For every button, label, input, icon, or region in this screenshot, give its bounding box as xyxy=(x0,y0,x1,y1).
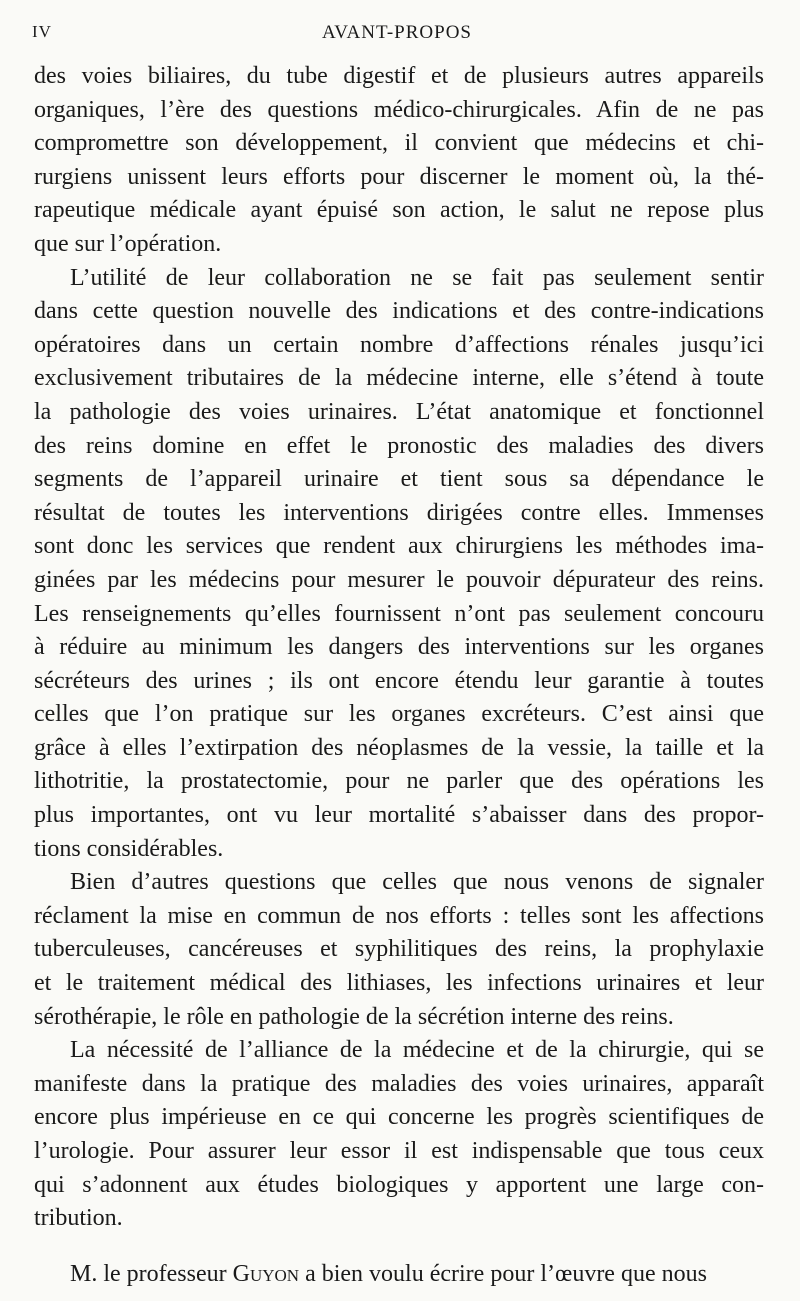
text-line: l’urologie. Pour assurer leur essor il est indispensable que tous ceux xyxy=(34,1138,764,1164)
text-line: des reins domine en effet le pronostic des maladies des divers xyxy=(34,432,764,459)
closing-text-after: a bien voulu écrire pour l’œuvre que nous xyxy=(299,1260,707,1287)
text-line: rapeutique médicale ayant épuisé son action, le salut ne repose plus xyxy=(34,197,764,224)
text-line: plus importantes, ont vu leur mortalité s’abaisser dans des propor- xyxy=(34,802,764,829)
text-line: réclament la mise en commun de nos efforts : telles sont les affections xyxy=(34,902,764,929)
body-text xyxy=(34,60,764,1291)
text-line: tribution. xyxy=(34,1205,123,1232)
text-line: tions considérables. xyxy=(34,835,224,862)
author-name: Guyon xyxy=(232,1260,300,1287)
text-line: résultat de toutes les interventions dirigées contre elles. Immenses xyxy=(34,499,764,526)
text-line: ginées par les médecins pour mesurer le pouvoir dépurateur des reins. xyxy=(34,566,764,593)
section-gap xyxy=(34,1236,764,1258)
text-line: dans cette question nouvelle des indications et des contre-indications xyxy=(34,298,764,325)
text-line: sécréteurs des urines ; ils ont encore étendu leur garantie à toutes xyxy=(34,667,764,694)
text-line: des voies biliaires, du tube digestif et de plusieurs autres appareils xyxy=(34,63,764,89)
paragraph xyxy=(34,1034,764,1236)
paragraph xyxy=(34,262,764,867)
paragraph xyxy=(34,60,764,262)
text-line: tuberculeuses, cancéreuses et syphilitiques des reins, la prophylaxie xyxy=(34,936,764,963)
text-line: à réduire au minimum les dangers des interventions sur les organes xyxy=(34,634,764,661)
paragraph xyxy=(34,866,764,1034)
text-line: que sur l’opération. xyxy=(34,230,222,257)
text-line: sont donc les services que rendent aux chirurgiens les méthodes ima- xyxy=(34,533,764,560)
text-line: celles que l’on pratique sur les organes excréteurs. C’est ainsi que xyxy=(34,701,764,728)
running-head: AVANT-PROPOS xyxy=(322,22,472,43)
page-header xyxy=(32,22,762,52)
text-line: segments de l’appareil urinaire et tient sous sa dépendance le xyxy=(34,466,764,493)
text-line: Les renseignements qu’elles fournissent n’ont pas seulement concouru xyxy=(34,600,764,627)
text-line: compromettre son développement, il convient que médecins et chi- xyxy=(34,130,764,157)
text-line: la pathologie des voies urinaires. L’état anatomique et fonctionnel xyxy=(34,398,764,425)
text-line: opératoires dans un certain nombre d’affections rénales jusqu’ici xyxy=(34,331,764,358)
text-line: La nécessité de l’alliance de la médecine et de la chirurgie, qui se xyxy=(70,1037,764,1064)
text-line: qui s’adonnent aux études biologiques y apportent une large con- xyxy=(34,1171,764,1198)
text-line: Bien d’autres questions que celles que nous venons de signaler xyxy=(70,869,764,896)
text-line: encore plus impérieuse en ce qui concerne les progrès scientifiques de xyxy=(34,1104,764,1131)
text-line: L’utilité de leur collaboration ne se fait pas seulement sentir xyxy=(70,264,764,291)
text-line: rurgiens unissent leurs efforts pour discerner le moment où, la thé- xyxy=(34,163,764,190)
text-line: organiques, l’ère des questions médico-chirurgicales. Afin de ne pas xyxy=(34,96,764,123)
closing-line xyxy=(34,1258,764,1292)
text-line: exclusivement tributaires de la médecine interne, elle s’étend à toute xyxy=(34,365,764,392)
closing-text-before: M. le professeur xyxy=(70,1260,233,1287)
text-line: lithotritie, la prostatectomie, pour ne parler que des opérations les xyxy=(34,768,764,795)
text-line: manifeste dans la pratique des maladies des voies urinaires, apparaît xyxy=(34,1070,764,1097)
text-line: grâce à elles l’extirpation des néoplasmes de la vessie, la taille et la xyxy=(34,734,764,761)
page-number: IV xyxy=(32,22,52,41)
text-line: sérothérapie, le rôle en pathologie de la sécrétion interne des reins. xyxy=(34,1003,674,1030)
text-line: et le traitement médical des lithiases, les infections urinaires et leur xyxy=(34,970,764,997)
paragraphs xyxy=(34,60,764,1236)
